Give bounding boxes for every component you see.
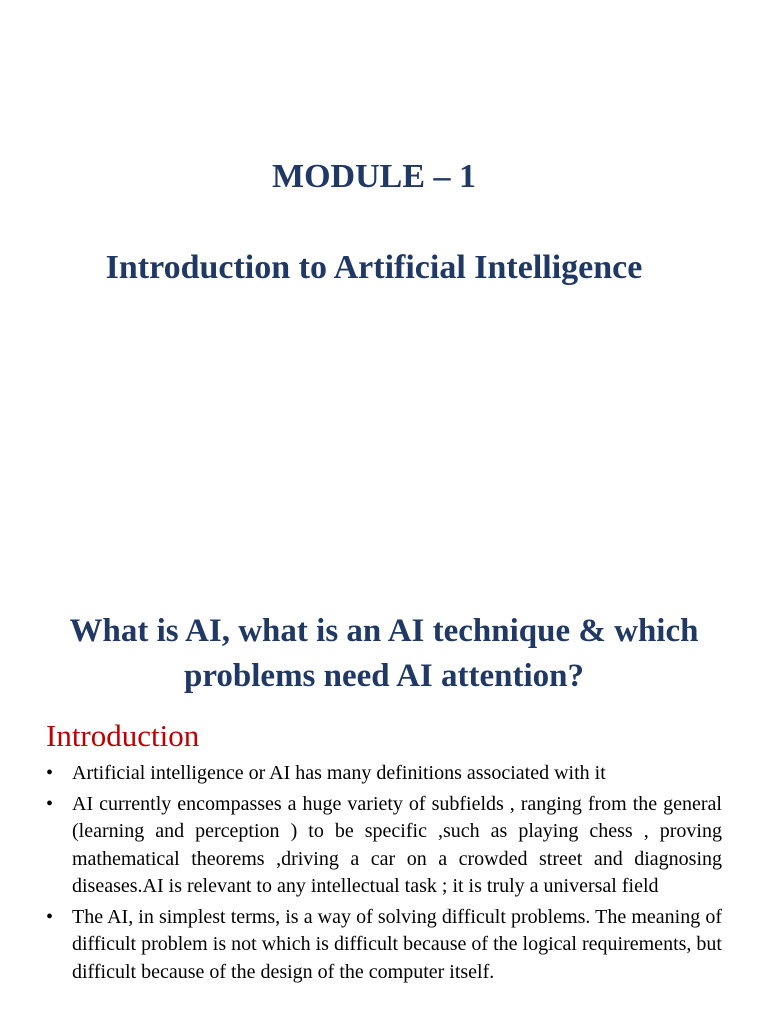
- bullet-text: The AI, in simplest terms, is a way of solving difficult problems. The meaning of difficult problem is not which is difficult because of the logical requirements, but difficult because of the design of the computer itself.: [72, 905, 722, 983]
- module-title: MODULE – 1: [272, 158, 476, 195]
- slide-heading: What is AI, what is an AI technique & which problems need AI attention?: [69, 613, 699, 694]
- bullet-list: [46, 760, 722, 989]
- bullet-text: AI currently encompasses a huge variety of subfields , ranging from the general (learning and perception ) to be specific ,such as playing chess , proving mathematical theorems ,driving a car on a crowded street and diagnosing diseases.AI is relevant to any intellectual task ; it is truly a universal field: [72, 792, 722, 897]
- bullet-item: [46, 760, 722, 788]
- section-heading: Introduction: [46, 718, 200, 753]
- slide-introduction: [0, 576, 768, 1024]
- bullet-icon: •: [46, 762, 54, 784]
- module-subtitle: Introduction to Artificial Intelligence: [105, 249, 643, 286]
- bullet-item: [46, 904, 722, 987]
- bullet-icon: •: [46, 905, 54, 928]
- bullet-icon: •: [46, 792, 54, 815]
- bullet-item: [46, 791, 722, 901]
- bullet-text: Artificial intelligence or AI has many definitions associated with it: [72, 762, 606, 784]
